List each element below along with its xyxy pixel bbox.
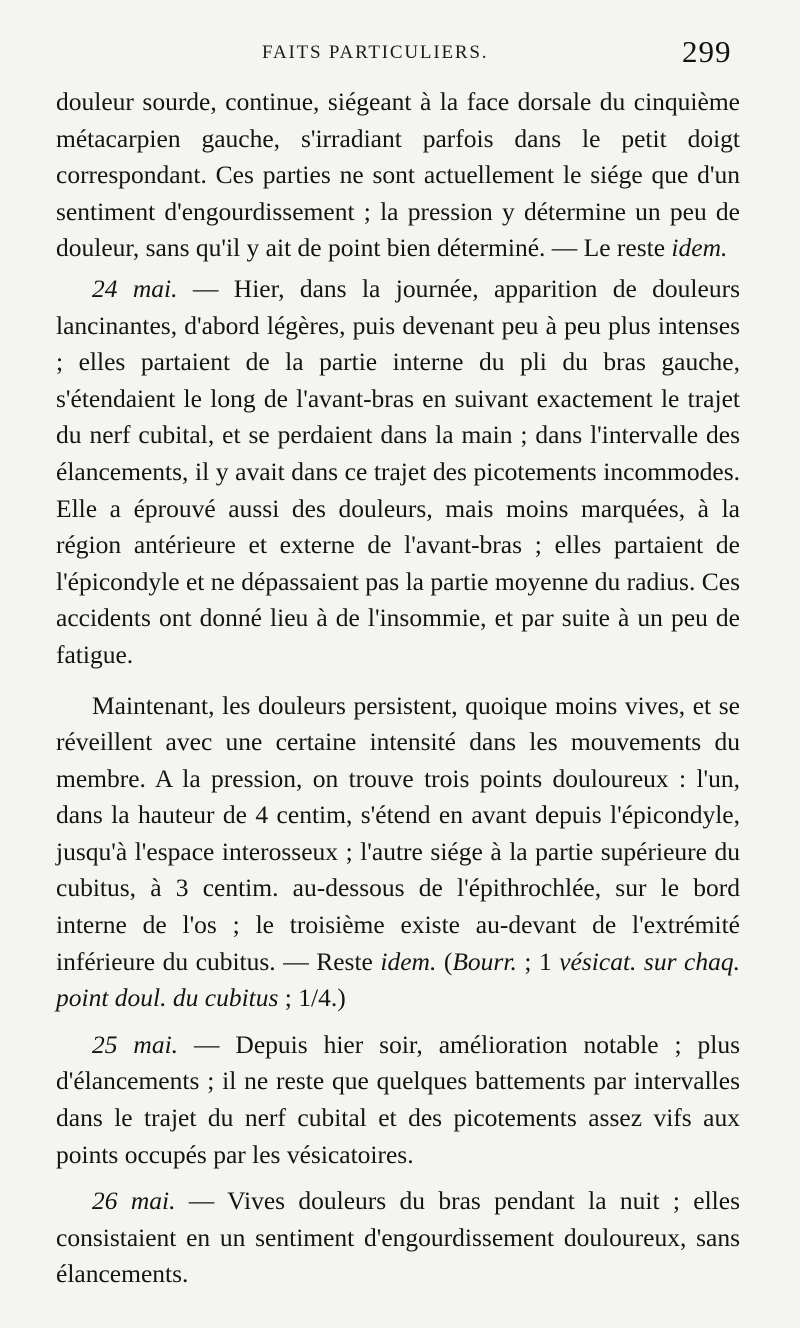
paragraph-continuation [56,84,740,267]
text-run-italic: idem. [380,946,437,976]
paragraph-maintenant [56,688,740,1017]
body-text [56,82,740,1293]
page-number: 299 [682,34,732,69]
text-run-italic: idem. [671,233,728,263]
entry-date: 25 mai. [92,1029,179,1059]
entry-date: 26 mai. [92,1186,176,1216]
text-run: ( [436,946,453,976]
text-run: Maintenant, les douleurs persistent, quoique moins vives, et se réveillent avec une certaine intensité dans les mouvements du membre. A la pression, on trouve trois points douloureux : l'un, dans la hauteur de 4 centim, s'étend en avant depuis l'épicondyle, jusqu'à l'espace interosseux ; l'autre siége à la partie supérieure du cubitus, à 3 centim. au-dessous de l'épithrochlée, sur le bord interne de l'os ; le troisième existe au-devant de l'extrémité inférieure du cubitus. — Reste [56,690,740,976]
paragraph-24-mai [56,271,740,674]
paragraph-25-mai [56,1027,740,1173]
text-run: ; 1 [516,946,560,976]
page-header [0,34,800,80]
text-run: douleur sourde, continue, siégeant à la face dorsale du cinquième métacarpien gauche, s'irradiant parfois dans le petit doigt correspondant. Ces parties ne sont actuellement le siége que d'un sentiment d'engourdissement ; la pression y détermine un peu de douleur, sans qu'il y ait de point bien déterminé. — Le reste [56,87,740,263]
running-title: FAITS PARTICULIERS. [262,42,489,63]
text-run: — Depuis hier soir, amélioration notable ; plus d'élancements ; il ne reste que quelques battements par intervalles dans le trajet du nerf cubital et des picotements assez vifs aux points occupés par les vésicatoires. [56,1029,741,1169]
text-run: — Vives douleurs du bras pendant la nuit ; elles consistaient en un sentiment d'engourdissement douloureux, sans élancements. [56,1186,741,1289]
text-run: — Hier, dans la journée, apparition de douleurs lancinantes, d'abord légères, puis devenant peu à peu plus intenses ; elles partaient de la partie interne du pli du bras gauche, s'étendaient le long de l'avant-bras en suivant exactement le trajet du nerf cubital, et se perdaient dans la main ; dans l'intervalle des élancements, il y avait dans ce trajet des picotements incommodes. Elle a éprouvé aussi des douleurs, mais moins marquées, à la région antérieure et externe de l'avant-bras ; elles partaient de l'épicondyle et ne dépassaient pas la partie moyenne du radius. Ces accidents ont donné lieu à de l'insommie, et par suite à un peu de fatigue. [56,273,740,669]
text-run-italic: vésicat. sur chaq. point doul. du cubitus [56,946,740,1013]
text-run: ; 1/4.) [278,983,346,1013]
paragraph-26-mai [56,1183,740,1293]
entry-date: 24 mai. [92,273,178,303]
text-run-italic: Bourr. [452,946,517,976]
